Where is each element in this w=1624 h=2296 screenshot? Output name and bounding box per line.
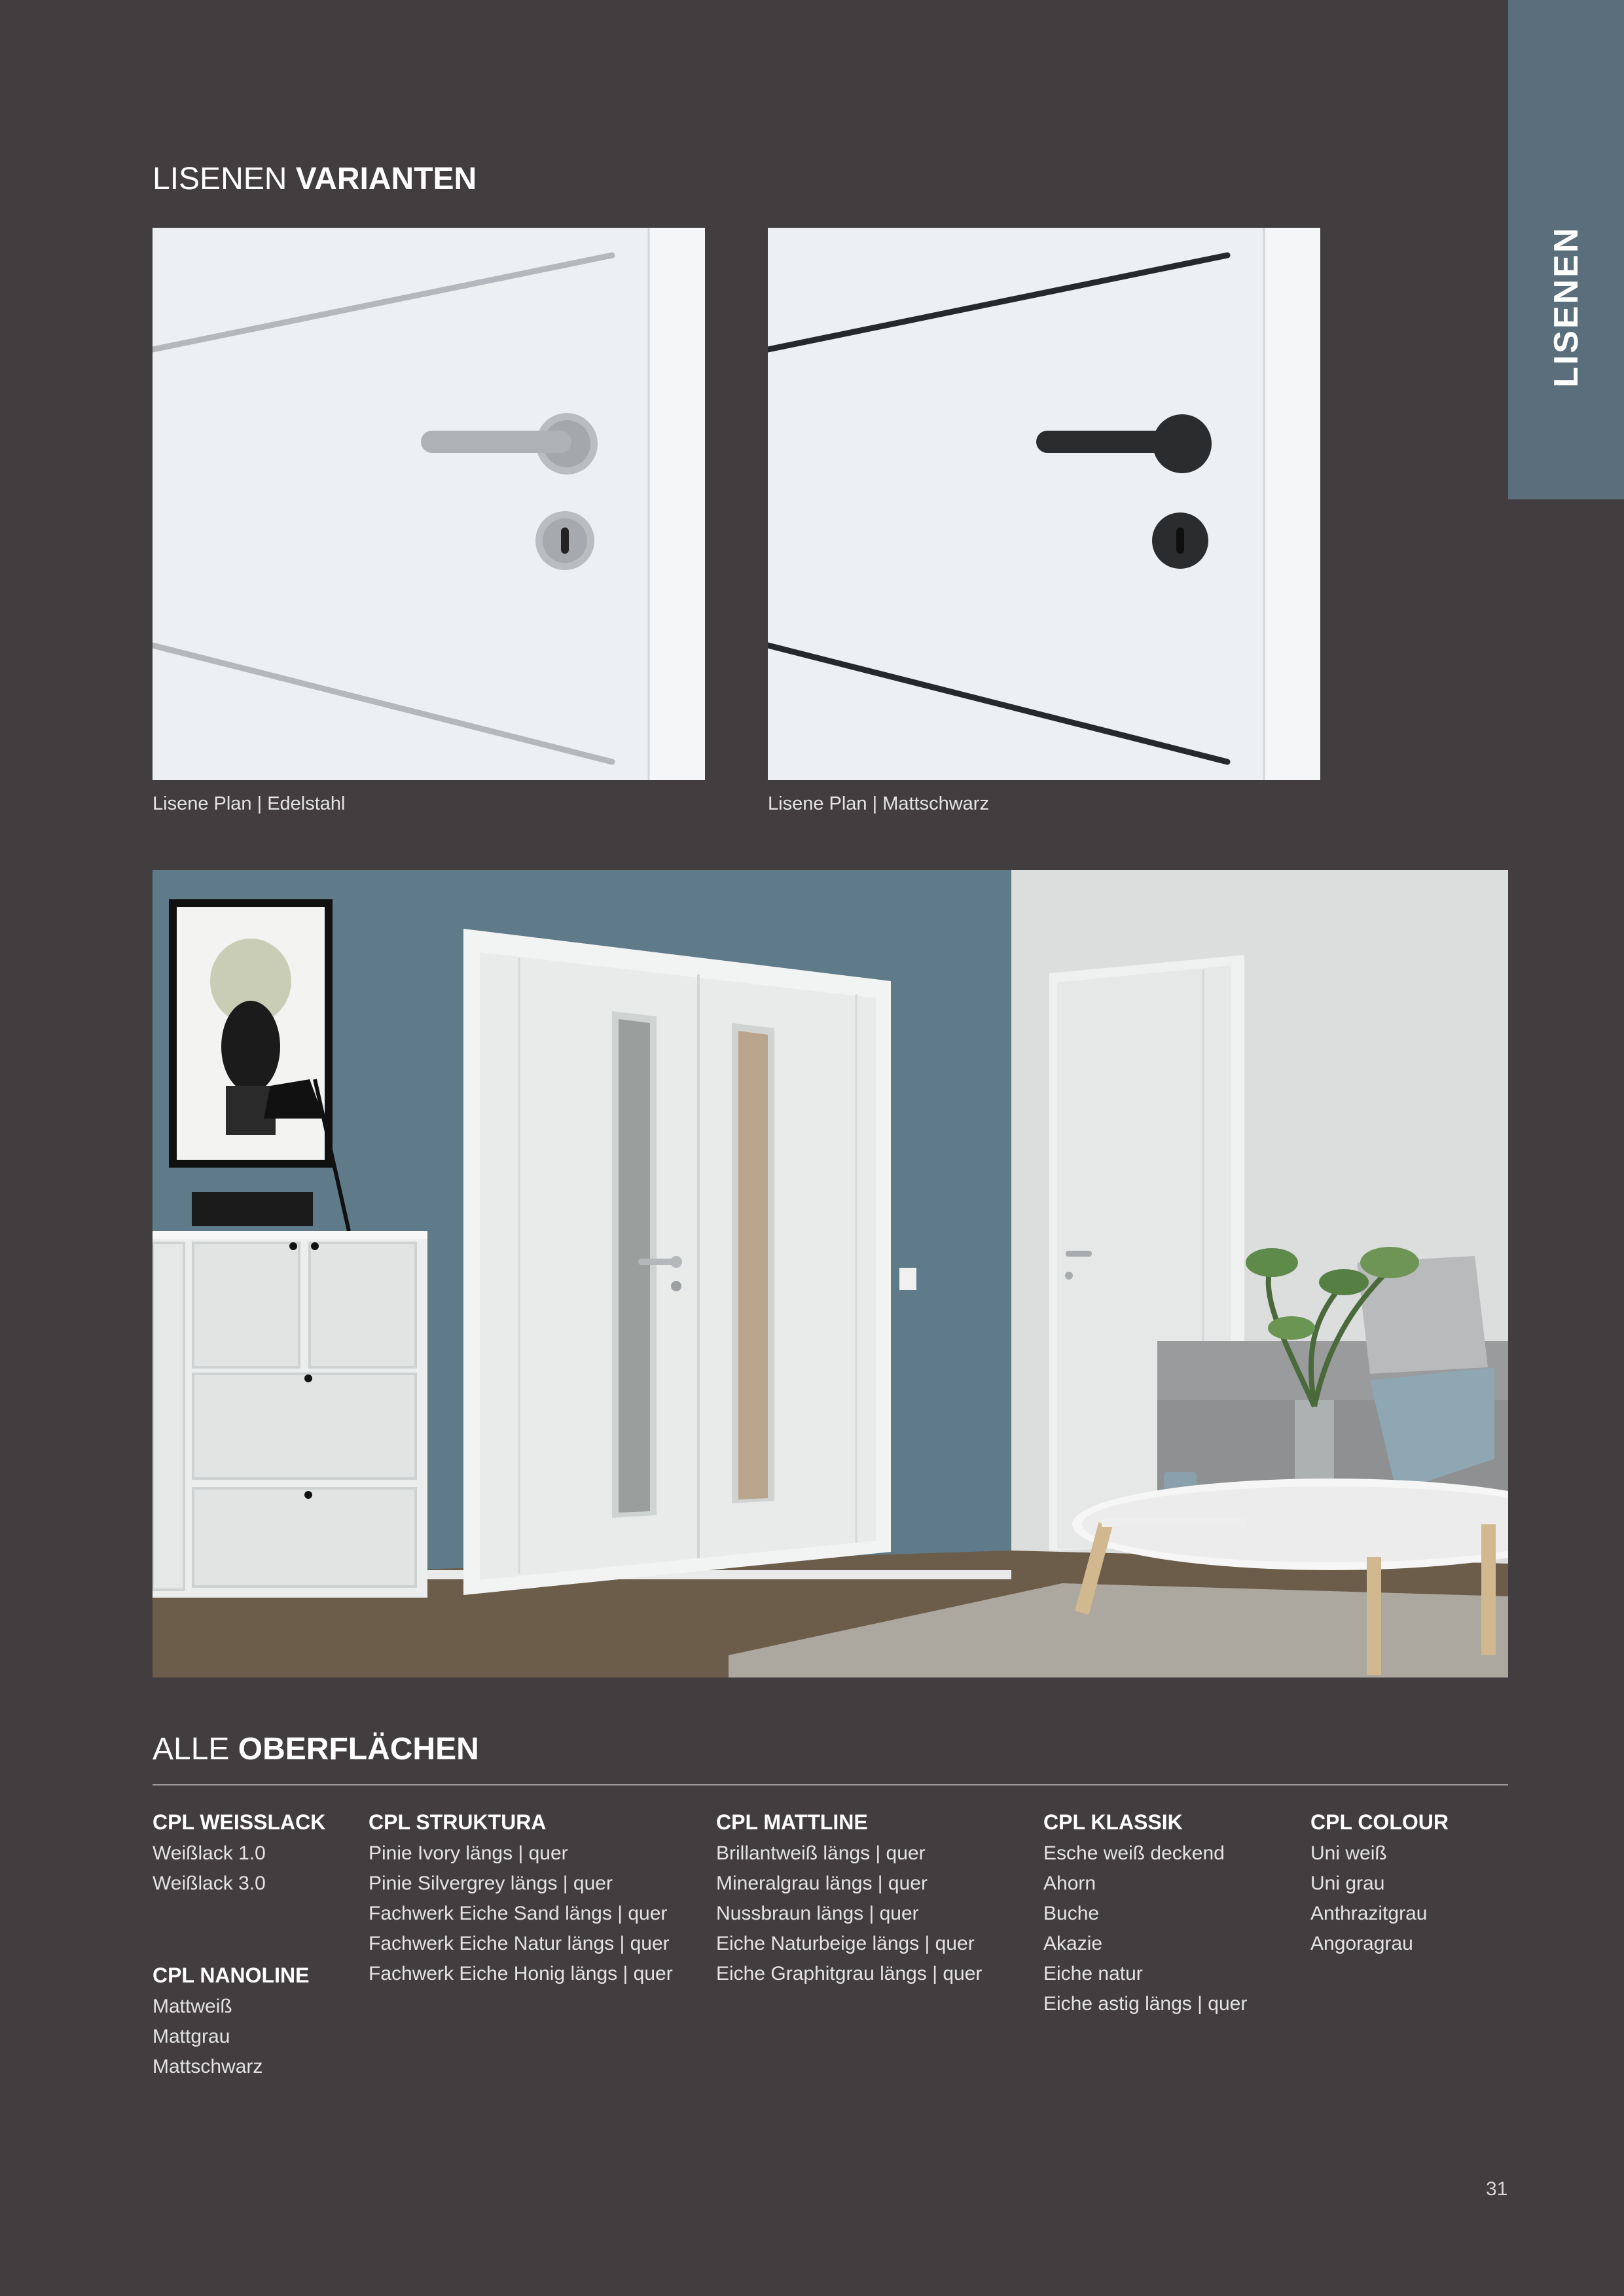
surface-item: Eiche Graphitgrau längs | quer xyxy=(716,1963,983,1984)
surface-item: Mattweiß xyxy=(153,1996,232,2017)
surface-item: Mattgrau xyxy=(153,2026,230,2047)
surface-item: Pinie Ivory längs | quer xyxy=(369,1842,568,1864)
door-photo-steel xyxy=(153,228,705,780)
surface-group-nanoline xyxy=(153,1964,309,2082)
surface-item: Weißlack 3.0 xyxy=(153,1873,266,1894)
door-photo-black xyxy=(768,228,1320,780)
surface-item: Esche weiß deckend xyxy=(1043,1842,1225,1864)
caption-black: Lisene Plan | Mattschwarz xyxy=(768,793,989,814)
surface-item: Eiche astig längs | quer xyxy=(1043,1993,1248,2015)
page-number: 31 xyxy=(1486,2178,1508,2200)
keyhole-black-icon xyxy=(1152,512,1208,569)
surface-item: Fachwerk Eiche Natur längs | quer xyxy=(369,1933,670,1954)
surface-item: Eiche Naturbeige längs | quer xyxy=(716,1933,975,1954)
surface-group-mattline xyxy=(716,1810,982,1989)
surfaces-heading-bold: OBERFLÄCHEN xyxy=(238,1732,479,1767)
surface-group-title: CPL NANOLINE xyxy=(153,1964,310,1987)
surfaces-heading-light: ALLE xyxy=(153,1732,238,1767)
surface-item: Fachwerk Eiche Honig längs | quer xyxy=(369,1963,673,1984)
side-tab xyxy=(1508,0,1624,499)
surface-group-title: CPL KLASSIK xyxy=(1043,1810,1183,1834)
surface-item: Weißlack 1.0 xyxy=(153,1842,266,1864)
surfaces-heading xyxy=(153,1731,479,1767)
surface-item: Brillantweiß längs | quer xyxy=(716,1842,926,1864)
surface-item: Ahorn xyxy=(1043,1873,1096,1894)
surface-item: Akazie xyxy=(1043,1933,1103,1954)
surface-group-title: CPL STRUKTURA xyxy=(369,1810,547,1834)
surface-item: Eiche natur xyxy=(1043,1963,1143,1984)
surface-item: Uni weiß xyxy=(1310,1842,1387,1864)
caption-steel: Lisene Plan | Edelstahl xyxy=(153,793,346,814)
side-tab-label: LISENEN xyxy=(1547,226,1585,387)
surface-item: Angoragrau xyxy=(1310,1933,1413,1954)
variants-heading-bold: VARIANTEN xyxy=(295,162,477,196)
surface-group-colour xyxy=(1310,1810,1449,1959)
surface-group-title: CPL MATTLINE xyxy=(716,1810,868,1834)
surface-item: Fachwerk Eiche Sand längs | quer xyxy=(369,1903,668,1924)
surface-item: Uni grau xyxy=(1310,1873,1385,1894)
surface-item: Pinie Silvergrey längs | quer xyxy=(369,1873,613,1894)
surface-item: Mineralgrau längs | quer xyxy=(716,1873,928,1894)
surfaces-divider xyxy=(153,1784,1508,1785)
surface-item: Nussbraun längs | quer xyxy=(716,1903,919,1924)
variants-heading-light: LISENEN xyxy=(153,162,296,196)
surface-group-struktura xyxy=(369,1810,673,1989)
surface-item: Buche xyxy=(1043,1903,1100,1924)
room-photo xyxy=(153,870,1508,1677)
surface-group-title: CPL COLOUR xyxy=(1310,1810,1449,1834)
surface-group-klassik xyxy=(1043,1810,1247,2019)
surface-item: Anthrazitgrau xyxy=(1310,1903,1428,1924)
keyhole-steel-icon xyxy=(535,511,594,570)
surface-item: Mattschwarz xyxy=(153,2056,263,2077)
surface-group-title: CPL WEISSLACK xyxy=(153,1810,326,1834)
variants-heading xyxy=(153,161,477,197)
surface-group-weisslack xyxy=(153,1810,325,1899)
